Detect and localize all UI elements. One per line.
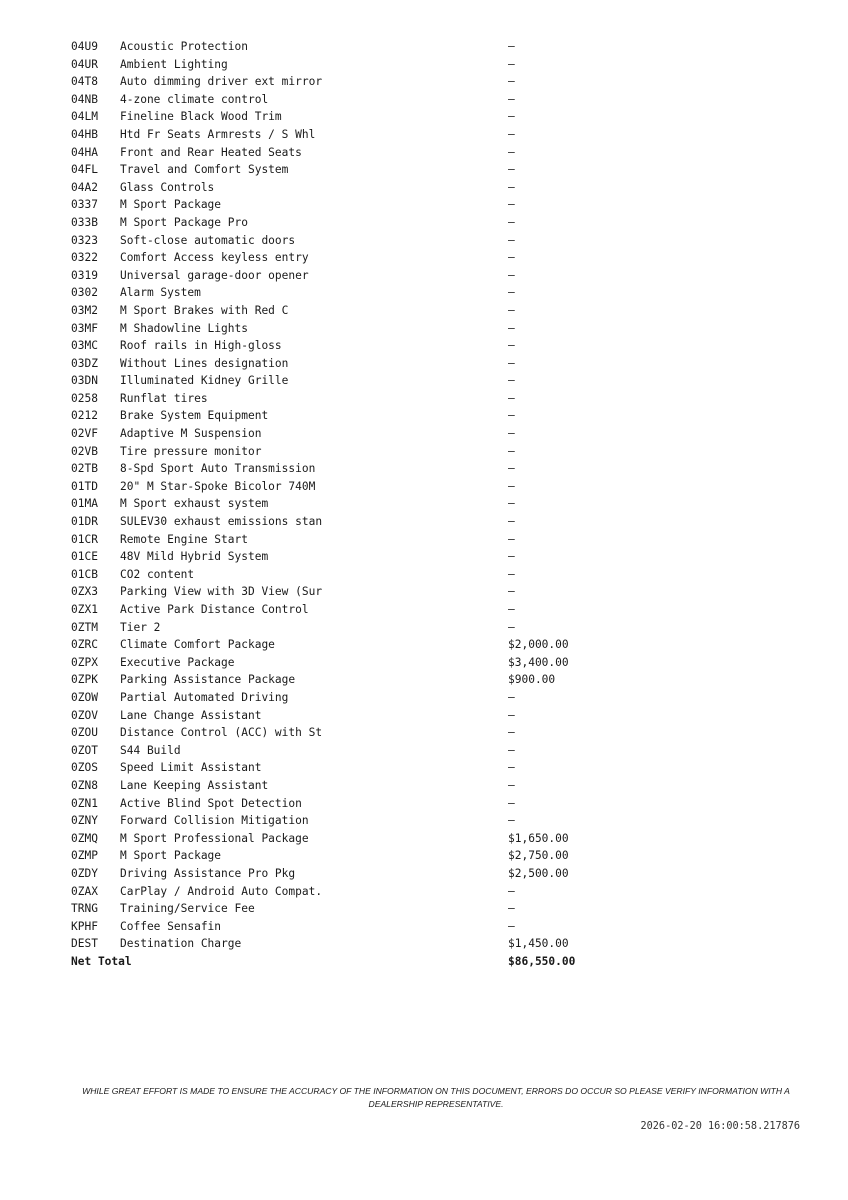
option-description: Illuminated Kidney Grille bbox=[120, 374, 289, 388]
option-price: — bbox=[508, 796, 515, 810]
option-price: — bbox=[508, 198, 515, 212]
option-row bbox=[71, 583, 631, 601]
option-code: 04A2 bbox=[71, 180, 98, 194]
option-description: S44 Build bbox=[120, 743, 181, 757]
option-price: — bbox=[508, 286, 515, 300]
option-code: 0ZOW bbox=[71, 690, 98, 704]
option-price: — bbox=[508, 532, 515, 546]
option-description: 4-zone climate control bbox=[120, 92, 269, 106]
option-description: Ambient Lighting bbox=[120, 57, 228, 71]
option-code: 01DR bbox=[71, 515, 98, 529]
option-row bbox=[71, 601, 631, 619]
option-description: Brake System Equipment bbox=[120, 409, 269, 423]
option-code: 0ZN1 bbox=[71, 796, 98, 810]
option-code: 0ZNY bbox=[71, 814, 98, 828]
option-description: Active Blind Spot Detection bbox=[120, 796, 302, 810]
option-row bbox=[71, 935, 631, 953]
option-row bbox=[71, 108, 631, 126]
option-row bbox=[71, 284, 631, 302]
option-price: — bbox=[508, 268, 515, 282]
option-description: Parking Assistance Package bbox=[120, 673, 296, 687]
option-price: — bbox=[508, 919, 515, 933]
option-row bbox=[71, 795, 631, 813]
option-price: — bbox=[508, 902, 515, 916]
option-description: M Sport exhaust system bbox=[120, 497, 269, 511]
option-price: — bbox=[508, 479, 515, 493]
option-price: — bbox=[508, 444, 515, 458]
option-row bbox=[71, 531, 631, 549]
option-row bbox=[71, 724, 631, 742]
option-code: 0319 bbox=[71, 268, 98, 282]
option-description: M Sport Package bbox=[120, 849, 222, 863]
option-price: — bbox=[508, 75, 515, 89]
option-rows bbox=[71, 38, 631, 953]
option-price: — bbox=[508, 251, 515, 265]
option-code: 0ZOV bbox=[71, 708, 98, 722]
option-code: 04HA bbox=[71, 145, 98, 159]
option-description: Lane Change Assistant bbox=[120, 708, 262, 722]
option-price: — bbox=[508, 374, 515, 388]
option-price: — bbox=[508, 620, 515, 634]
option-price: — bbox=[508, 814, 515, 828]
option-code: 01MA bbox=[71, 497, 98, 511]
option-price: — bbox=[508, 567, 515, 581]
option-code: TRNG bbox=[71, 902, 98, 916]
option-row bbox=[71, 196, 631, 214]
option-row bbox=[71, 355, 631, 373]
option-description: Roof rails in High-gloss bbox=[120, 339, 282, 353]
option-description: Forward Collision Mitigation bbox=[120, 814, 309, 828]
option-price: — bbox=[508, 40, 515, 53]
option-price: — bbox=[508, 515, 515, 529]
option-row bbox=[71, 812, 631, 830]
option-row bbox=[71, 513, 631, 531]
option-row bbox=[71, 654, 631, 672]
option-description: Destination Charge bbox=[120, 937, 242, 951]
option-description: Htd Fr Seats Armrests / S Whl bbox=[120, 127, 316, 141]
option-description: Tire pressure monitor bbox=[120, 444, 262, 458]
option-row bbox=[71, 144, 631, 162]
option-code: 0ZOS bbox=[71, 761, 98, 775]
option-price: $900.00 bbox=[508, 673, 556, 687]
option-row bbox=[71, 232, 631, 250]
option-price: — bbox=[508, 163, 515, 177]
option-code: 0ZPK bbox=[71, 673, 98, 687]
option-row bbox=[71, 918, 631, 936]
option-code: DEST bbox=[71, 937, 98, 951]
option-row bbox=[71, 390, 631, 408]
option-row bbox=[71, 320, 631, 338]
option-row bbox=[71, 126, 631, 144]
option-row bbox=[71, 38, 631, 56]
option-price: $1,650.00 bbox=[508, 831, 569, 845]
option-description: Front and Rear Heated Seats bbox=[120, 145, 302, 159]
option-code: 0ZX3 bbox=[71, 585, 98, 599]
option-description: Comfort Access keyless entry bbox=[120, 251, 309, 265]
option-code: 03MF bbox=[71, 321, 98, 335]
option-price: — bbox=[508, 127, 515, 141]
option-code: 0ZPX bbox=[71, 655, 98, 669]
option-price: — bbox=[508, 110, 515, 124]
option-description: 48V Mild Hybrid System bbox=[120, 550, 269, 564]
option-price: — bbox=[508, 339, 515, 353]
option-code: 0ZAX bbox=[71, 884, 98, 898]
option-code: 0258 bbox=[71, 391, 98, 405]
option-price: — bbox=[508, 497, 515, 511]
option-row bbox=[71, 619, 631, 637]
option-code: 0ZN8 bbox=[71, 778, 98, 792]
net-total-row bbox=[71, 953, 631, 971]
option-description: Active Park Distance Control bbox=[120, 603, 309, 616]
option-code: 04T8 bbox=[71, 75, 98, 89]
option-code: 04U9 bbox=[71, 40, 98, 53]
net-total-label: Net Total bbox=[71, 954, 132, 968]
option-description: Remote Engine Start bbox=[120, 532, 248, 546]
option-description: Parking View with 3D View (Sur bbox=[120, 585, 323, 599]
option-code: 01CR bbox=[71, 532, 98, 546]
option-description: Fineline Black Wood Trim bbox=[120, 110, 282, 124]
option-price: — bbox=[508, 215, 515, 229]
option-row bbox=[71, 56, 631, 74]
option-price: $2,500.00 bbox=[508, 866, 569, 880]
option-code: 0322 bbox=[71, 251, 98, 265]
option-code: 0ZX1 bbox=[71, 603, 98, 616]
option-row bbox=[71, 495, 631, 513]
option-price: — bbox=[508, 427, 515, 441]
option-description: Speed Limit Assistant bbox=[120, 761, 262, 775]
option-code: 0302 bbox=[71, 286, 98, 300]
option-row bbox=[71, 671, 631, 689]
option-code: 0212 bbox=[71, 409, 98, 423]
option-row bbox=[71, 443, 631, 461]
option-description: M Sport Brakes with Red C bbox=[120, 303, 289, 317]
option-description: Distance Control (ACC) with St bbox=[120, 726, 323, 740]
option-price: — bbox=[508, 303, 515, 317]
option-description: Without Lines designation bbox=[120, 356, 289, 370]
option-row bbox=[71, 566, 631, 584]
option-row bbox=[71, 830, 631, 848]
option-price: — bbox=[508, 391, 515, 405]
option-code: 04LM bbox=[71, 110, 98, 124]
option-description: M Sport Package bbox=[120, 198, 222, 212]
option-description: Executive Package bbox=[120, 655, 235, 669]
option-code: 04UR bbox=[71, 57, 98, 71]
option-row bbox=[71, 161, 631, 179]
option-price: — bbox=[508, 550, 515, 564]
option-row bbox=[71, 777, 631, 795]
option-price: — bbox=[508, 603, 515, 616]
net-total-price: $86,550.00 bbox=[508, 954, 576, 968]
option-code: 01CB bbox=[71, 567, 98, 581]
option-row bbox=[71, 460, 631, 478]
option-code: 03DZ bbox=[71, 356, 98, 370]
option-description: Travel and Comfort System bbox=[120, 163, 289, 177]
option-description: CO2 content bbox=[120, 567, 195, 581]
option-price: — bbox=[508, 321, 515, 335]
option-price: — bbox=[508, 57, 515, 71]
option-description: M Sport Professional Package bbox=[120, 831, 309, 845]
option-price: — bbox=[508, 726, 515, 740]
option-code: 02VF bbox=[71, 427, 98, 441]
option-price: $3,400.00 bbox=[508, 655, 569, 669]
option-description: Coffee Sensafin bbox=[120, 919, 222, 933]
option-description: M Sport Package Pro bbox=[120, 215, 248, 229]
option-description: CarPlay / Android Auto Compat. bbox=[120, 884, 323, 898]
option-code: 0ZOT bbox=[71, 743, 98, 757]
option-row bbox=[71, 883, 631, 901]
option-code: 0ZRC bbox=[71, 638, 98, 652]
option-row bbox=[71, 214, 631, 232]
option-description: Auto dimming driver ext mirror bbox=[120, 75, 323, 89]
option-code: 0ZDY bbox=[71, 866, 98, 880]
option-description: Soft-close automatic doors bbox=[120, 233, 296, 247]
option-code: 04FL bbox=[71, 163, 98, 177]
option-code: 04NB bbox=[71, 92, 98, 106]
option-description: Tier 2 bbox=[120, 620, 161, 634]
option-row bbox=[71, 900, 631, 918]
option-code: 04HB bbox=[71, 127, 98, 141]
option-row bbox=[71, 478, 631, 496]
option-price: — bbox=[508, 690, 515, 704]
option-description: Runflat tires bbox=[120, 391, 208, 405]
option-list bbox=[71, 38, 631, 970]
option-price: — bbox=[508, 761, 515, 775]
option-price: — bbox=[508, 356, 515, 370]
option-row bbox=[71, 847, 631, 865]
option-code: 03DN bbox=[71, 374, 98, 388]
option-row bbox=[71, 742, 631, 760]
option-price: — bbox=[508, 462, 515, 476]
option-price: — bbox=[508, 743, 515, 757]
option-row bbox=[71, 548, 631, 566]
option-row bbox=[71, 372, 631, 390]
option-code: 01TD bbox=[71, 479, 98, 493]
option-price: $2,000.00 bbox=[508, 638, 569, 652]
option-description: Universal garage-door opener bbox=[120, 268, 309, 282]
option-code: 033B bbox=[71, 215, 98, 229]
option-row bbox=[71, 636, 631, 654]
option-row bbox=[71, 302, 631, 320]
option-code: 0ZTM bbox=[71, 620, 98, 634]
option-row bbox=[71, 73, 631, 91]
option-description: Lane Keeping Assistant bbox=[120, 778, 269, 792]
option-code: 0323 bbox=[71, 233, 98, 247]
option-code: KPHF bbox=[71, 919, 98, 933]
option-code: 02TB bbox=[71, 462, 98, 476]
option-row bbox=[71, 425, 631, 443]
option-description: Partial Automated Driving bbox=[120, 690, 289, 704]
option-row bbox=[71, 689, 631, 707]
option-description: Glass Controls bbox=[120, 180, 215, 194]
option-code: 0337 bbox=[71, 198, 98, 212]
option-row bbox=[71, 865, 631, 883]
option-price: $1,450.00 bbox=[508, 937, 569, 951]
option-description: SULEV30 exhaust emissions stan bbox=[120, 515, 323, 529]
option-row bbox=[71, 337, 631, 355]
option-description: M Shadowline Lights bbox=[120, 321, 248, 335]
option-code: 0ZMQ bbox=[71, 831, 98, 845]
option-row bbox=[71, 707, 631, 725]
option-price: $2,750.00 bbox=[508, 849, 569, 863]
option-code: 01CE bbox=[71, 550, 98, 564]
disclaimer-text: WHILE GREAT EFFORT IS MADE TO ENSURE THE ACCURACY OF THE INFORMATION ON THIS DOCUMENT, ERRORS DO OCCUR SO PLEASE VERIFY INFORMATION WITH A DEALERSHIP REPRESENTATIVE. bbox=[82, 1086, 790, 1109]
option-description: 20" M Star-Spoke Bicolor 740M bbox=[120, 479, 316, 493]
option-row bbox=[71, 179, 631, 197]
option-description: Training/Service Fee bbox=[120, 902, 255, 916]
option-row bbox=[71, 91, 631, 109]
option-code: 03M2 bbox=[71, 303, 98, 317]
option-description: Alarm System bbox=[120, 286, 201, 300]
option-code: 0ZMP bbox=[71, 849, 98, 863]
option-price: — bbox=[508, 145, 515, 159]
option-price: — bbox=[508, 92, 515, 106]
option-price: — bbox=[508, 778, 515, 792]
option-row bbox=[71, 249, 631, 267]
option-description: 8-Spd Sport Auto Transmission bbox=[120, 462, 316, 476]
option-price: — bbox=[508, 180, 515, 194]
option-description: Climate Comfort Package bbox=[120, 638, 275, 652]
option-row bbox=[71, 759, 631, 777]
option-code: 0ZOU bbox=[71, 726, 98, 740]
option-price: — bbox=[508, 884, 515, 898]
option-code: 02VB bbox=[71, 444, 98, 458]
option-description: Adaptive M Suspension bbox=[120, 427, 262, 441]
option-code: 03MC bbox=[71, 339, 98, 353]
option-description: Acoustic Protection bbox=[120, 40, 248, 53]
option-price: — bbox=[508, 233, 515, 247]
option-row bbox=[71, 267, 631, 285]
option-description: Driving Assistance Pro Pkg bbox=[120, 866, 296, 880]
option-price: — bbox=[508, 585, 515, 599]
print-timestamp: 2026-02-20 16:00:58.217876 bbox=[640, 1121, 800, 1132]
option-row bbox=[71, 407, 631, 425]
option-price: — bbox=[508, 409, 515, 423]
option-price: — bbox=[508, 708, 515, 722]
